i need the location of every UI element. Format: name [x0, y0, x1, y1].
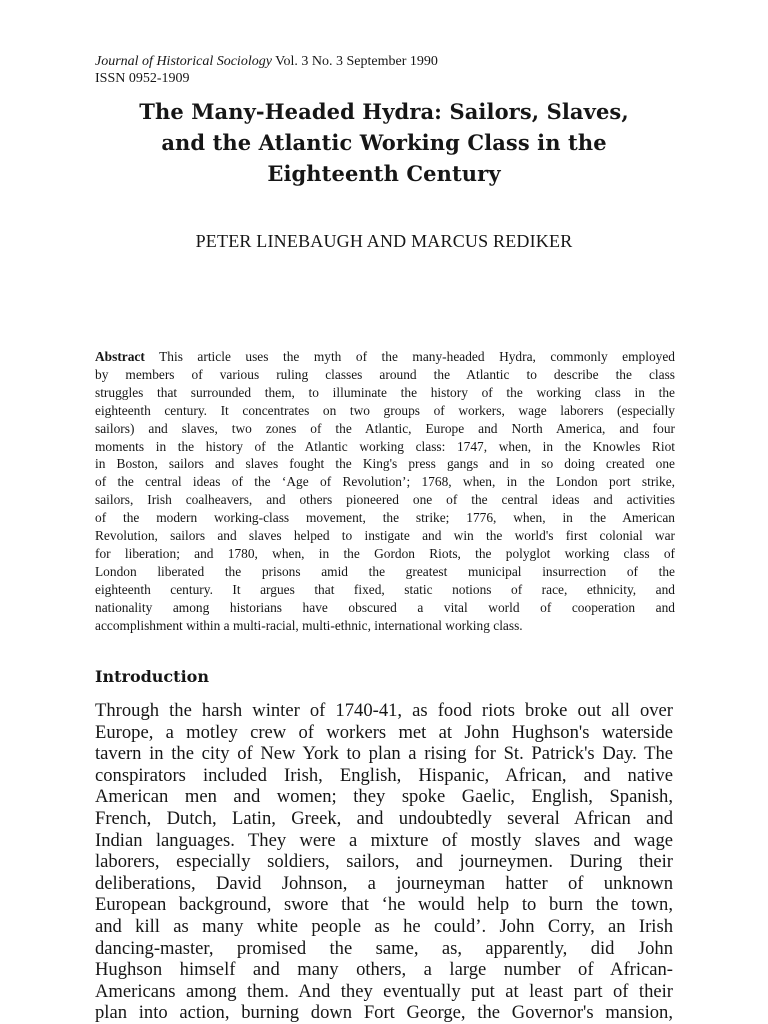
abstract-line: for liberation; and 1780, when, in the Gordon Riots, the polyglot working class of — [95, 545, 675, 561]
abstract-line-text: This article uses the myth of the many-headed Hydra, commonly employed — [144, 349, 675, 364]
article-title-line: and the Atlantic Working Class in the — [161, 130, 607, 155]
body-line: Europe, a motley crew of workers met at John Hughson's waterside — [95, 721, 673, 743]
journal-issue: Vol. 3 No. 3 September 1990 — [271, 54, 438, 69]
abstract-line: eighteenth century. It concentrates on two groups of workers, wage laborers (especially — [95, 402, 675, 418]
article-title-line: Eighteenth Century — [267, 161, 501, 186]
body-line: Through the harsh winter of 1740-41, as food riots broke out all over — [95, 700, 673, 721]
abstract-line: sailors, Irish coalheavers, and others pioneered one of the central ideas and activities — [95, 492, 675, 508]
abstract-line: of the modern working-class movement, the strike; 1776, when, in the American — [95, 510, 675, 526]
abstract-line: sailors) and slaves, two zones of the Atlantic, Europe and North America, and four — [95, 420, 675, 436]
abstract-label: Abstract — [95, 349, 145, 364]
abstract-line — [95, 348, 675, 366]
body-line: Hughson himself and many others, a large number of African- — [95, 959, 673, 981]
article-authors: PETER LINEBAUGH AND MARCUS REDIKER — [195, 231, 573, 251]
introduction-body — [95, 700, 673, 1024]
body-line: tavern in the city of New York to plan a rising for St. Patrick's Day. The — [95, 743, 673, 765]
body-line: conspirators included Irish, English, Hispanic, African, and native — [95, 764, 673, 786]
abstract-line: moments in the history of the Atlantic working class: 1747, when, in the Knowles Riot — [95, 438, 675, 454]
abstract-line: struggles that surrounded them, to illuminate the history of the working class in the — [95, 384, 675, 400]
journal-citation — [95, 53, 438, 70]
body-line: European background, swore that ‘he would help to burn the town, — [95, 894, 673, 916]
article-title — [84, 96, 684, 189]
article-title-line: The Many-Headed Hydra: Sailors, Slaves, — [139, 99, 629, 124]
body-line: Americans among them. And they eventually put at least part of their — [95, 980, 673, 1002]
abstract-line: Revolution, sailors and slaves helped to instigate and win the world's first colonial war — [95, 528, 675, 544]
abstract-line: in Boston, sailors and slaves fought the King's press gangs and in so doing created one — [95, 456, 675, 472]
body-line: American men and women; they spoke Gaelic, English, Spanish, — [95, 786, 673, 808]
body-line: dancing-master, promised the same, as, apparently, did John — [95, 937, 673, 959]
abstract — [95, 348, 675, 635]
journal-header — [95, 53, 438, 87]
body-line: Indian languages. They were a mixture of mostly slaves and wage — [95, 829, 673, 851]
abstract-line: of the central ideas of the ‘Age of Revolution’; 1768, when, in the London port strike, — [95, 474, 675, 490]
abstract-line: eighteenth century. It argues that fixed, static notions of race, ethnicity, and — [95, 581, 675, 597]
section-heading-introduction: Introduction — [95, 667, 209, 686]
body-line: French, Dutch, Latin, Greek, and undoubtedly several African and — [95, 807, 673, 829]
body-line: deliberations, David Johnson, a journeyman hatter of unknown — [95, 872, 673, 894]
abstract-line: London liberated the prisons amid the greatest municipal insurrection of the — [95, 563, 675, 579]
abstract-line: by members of various ruling classes around the Atlantic to describe the class — [95, 366, 675, 382]
body-line: plan into action, burning down Fort George, the Governor's mansion, — [95, 1002, 673, 1024]
journal-issn: ISSN 0952-1909 — [95, 71, 190, 86]
abstract-line: accomplishment within a multi-racial, multi-ethnic, international working class. — [95, 617, 523, 633]
abstract-line: nationality among historians have obscured a vital world of cooperation and — [95, 599, 675, 615]
body-line: and kill as many white people as he could’. John Corry, an Irish — [95, 915, 673, 937]
body-line: laborers, especially soldiers, sailors, and journeymen. During their — [95, 851, 673, 873]
journal-name: Journal of Historical Sociology — [95, 54, 272, 69]
